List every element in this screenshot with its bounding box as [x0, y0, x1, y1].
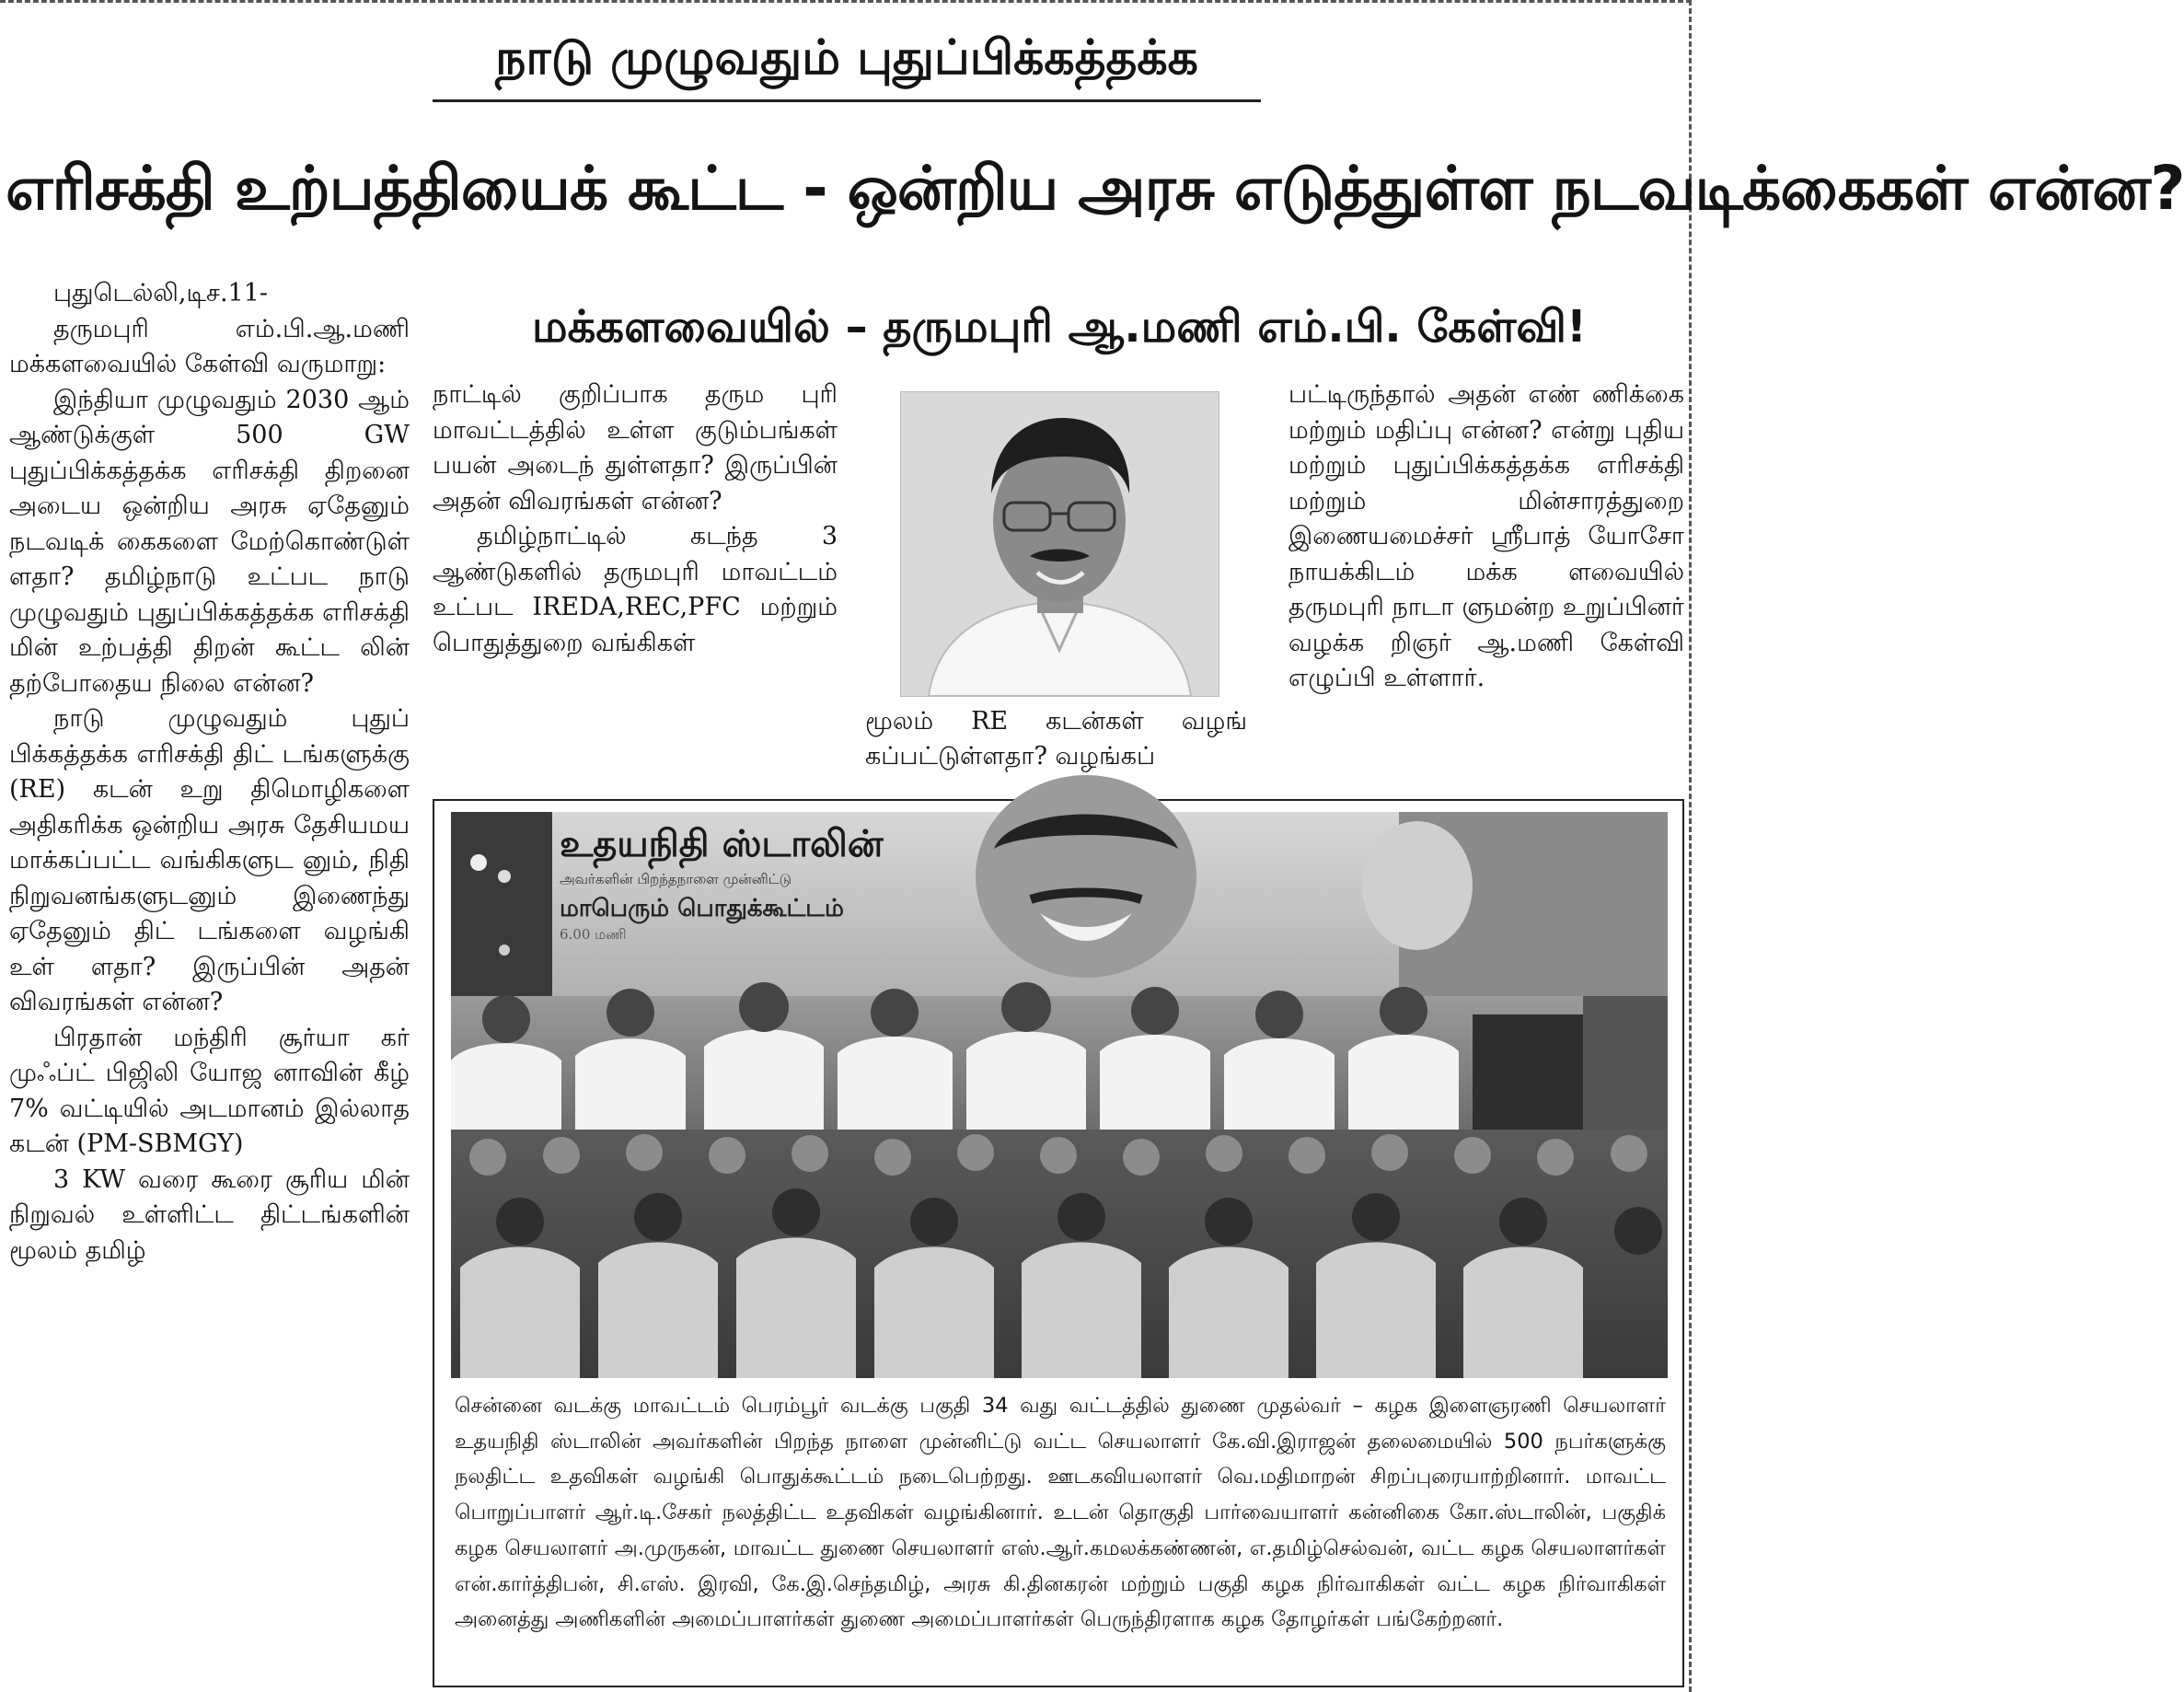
article-paragraph: பட்டிருந்தால் அதன் எண் ணிக்கை மற்றும் மதிப்பு என்ன? என்று புதிய மற்றும் புதுப்பிக்கத்தக்க எரிசக்தி மற்றும் மின்சாரத்துறை இணையமைச்சர் ஸ்ரீபாத் யோசோ நாயக்கிடம் மக்க ளவையில் தருமபுரி நாடா ளுமன்ற உறுப்பினர் வழக்க றிஞர் ஆ.மணி கேள்வி எழுப்பி உள்ளார். [1288, 380, 1684, 692]
banner-event-name: மாபெரும் பொதுக்கூட்டம் [560, 895, 844, 922]
event-caption-text: சென்னை வடக்கு மாவட்டம் பெரம்பூர் வடக்கு பகுதி 34 வது வட்டத்தில் துணை முதல்வர் – கழக இளைஞரணி செயலாளர் உதயநிதி ஸ்டாலின் அவர்களின் பிறந்த நாளை முன்னிட்டு வட்ட செயலாளர் கே.வி.இராஜன் தலைமையில் 500 நபர்களுக்கு நலதிட்ட உதவிகள் வழங்கி பொதுக்கூட்டம் நடைபெற்றது. ஊடகவியலாளர் வெ.மதிமாறன் சிறப்புரையாற்றினார். மாவட்ட பொறுப்பாளர் ஆர்.டி.சேகர் நலத்திட்ட உதவிகள் வழங்கினார். உடன் தொகுதி பார்வையாளர் கன்னிகை கோ.ஸ்டாலின், பகுதிக் கழக செயலாளர் அ.முருகன், மாவட்ட துணை செயலாளர் எஸ்.ஆர்.கமலக்கண்ணன், எ.தமிழ்செல்வன், வட்ட கழக செயலாளர்கள் என்.கார்த்திபன், சி.எஸ். இரவி, கே.இ.செந்தமிழ், அரசு கி.தினகரன் மற்றும் பகுதி கழக நிர்வாகிகள் வட்ட கழக நிர்வாகிகள் அனைத்து அணிகளின் அமைப்பாளர்கள் துணை அமைப்பாளர்கள் பெருந்திரளாக கழக தோழர்கள் பங்கேற்றனர். [455, 1394, 1666, 1632]
stage-guests-row [451, 996, 1668, 1130]
article-paragraph: 3 KW வரை கூரை சூரிய மின் நிறுவல் உள்ளிட்ட திட்டங்களின் மூலம் தமிழ் [9, 1165, 410, 1265]
audience-illustration [451, 1130, 1668, 1378]
article-left-column [9, 276, 410, 1685]
article-middle-column [433, 377, 838, 764]
banner-title: உதயநிதி ஸ்டாலின் [560, 822, 884, 865]
article-paragraph: இந்தியா முழுவதும் 2030 ஆம் ஆண்டுக்குள் 500 GW புதுப்பிக்கத்தக்க எரிசக்தி திறனை அடைய ஒன்றிய அரசு ஏதேனும் நடவடிக் கைகளை மேற்கொண்டுள் ளதா? தமிழ்நாடு உட்பட நாடு முழுவதும் புதுப்பிக்கத்தக்க எரிசக்தி மின் உற்பத்தி திறன் கூட்ட லின் தற்போதைய நிலை என்ன? [9, 385, 410, 698]
kicker-heading: நாடு முழுவதும் புதுப்பிக்கத்தக்க [433, 17, 1261, 102]
stage-guests-illustration [451, 996, 1668, 1130]
banner-subtitle: அவர்களின் பிறந்தநாளை முன்னிட்டு [560, 871, 792, 887]
event-news-box [433, 799, 1684, 1687]
portrait-adjacent-text: மூலம் RE கடன்கள் வழங் கப்பட்டுள்ளதா? வழங்கப் [865, 707, 1247, 771]
page-border-right [1689, 0, 1692, 1692]
page-border-top [0, 0, 1692, 3]
article-right-column [1288, 377, 1684, 782]
portrait-illustration [901, 392, 1219, 696]
article-paragraph: தருமபுரி எம்.பி.ஆ.மணி மக்களவையில் கேள்வி வருமாறு: [9, 314, 410, 378]
mp-portrait-photo [900, 391, 1219, 697]
event-photo [451, 812, 1668, 1378]
event-caption [455, 1388, 1666, 1678]
article-paragraph: தமிழ்நாட்டில் கடந்த 3 ஆண்டுகளில் தருமபுரி மாவட்டம் உட்பட IREDA,REC,PFC மற்றும் பொதுத்துறை வங்கிகள் [433, 522, 838, 657]
banner-time: 6.00 மணி [560, 926, 627, 943]
article-paragraph: நாட்டில் குறிப்பாக தரும புரி மாவட்டத்தில் உள்ள குடும்பங்கள் பயன் அடைந் துள்ளதா? இருப்பின் அதன் விவரங்கள் என்ன? [433, 380, 838, 516]
article-paragraph: நாடு முழுவதும் புதுப் பிக்கத்தக்க எரிசக்தி திட் டங்களுக்கு (RE) கடன் உறு திமொழிகளை அதிகரிக்க ஒன்றிய அரசு தேசியமய மாக்கப்பட்ட வங்கிகளுட னும், நிதி நிறுவனங்களுடனும் இணைந்து ஏதேனும் திட் டங்களை வழங்கி உள் ளதா? இருப்பின் அதன் விவரங்கள் என்ன? [9, 704, 410, 1016]
subheadline: மக்களவையில் – தருமபுரி ஆ.மணி எம்.பி. கேள்வி! [532, 301, 1587, 353]
main-headline: எரிசக்தி உற்பத்தியைக் கூட்ட - ஒன்றிய அரசு எடுத்துள்ள நடவடிக்கைகள் என்ன? [6, 153, 2184, 224]
dateline: புதுடெல்லி,டிச.11- [53, 279, 269, 307]
article-paragraph: பிரதான் மந்திரி சூர்யா கர் முஃப்ட் பிஜிலி யோஜ னாவின் கீழ் 7% வட்டியில் அடமானம் இல்லாத கடன் (PM-SBMGY) [9, 1023, 410, 1158]
audience-crowd [451, 1130, 1668, 1378]
